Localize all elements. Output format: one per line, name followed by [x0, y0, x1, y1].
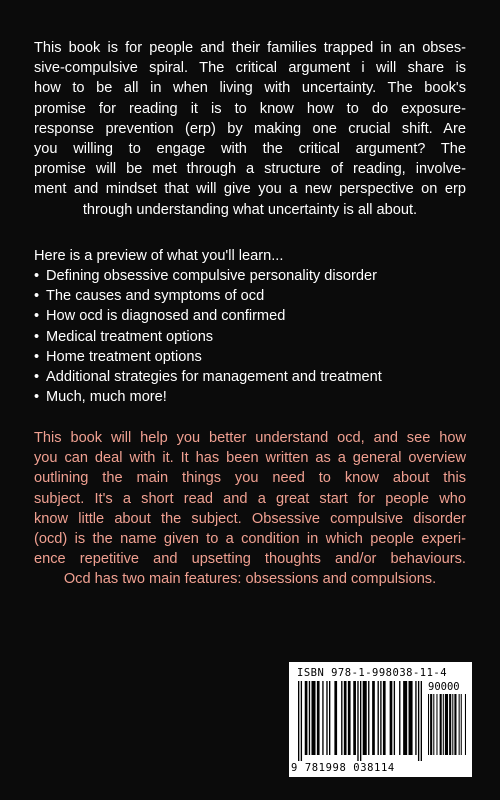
text-line: ence repetitive and upsetting thoughts and/or behaviours.: [34, 551, 466, 568]
text-line: sive-compulsive spiral. The critical argument i will share is: [34, 60, 466, 77]
ean-digits: 9 781998 038114: [291, 762, 395, 774]
text-line: Ocd has two main features: obsessions and compulsions.: [63, 571, 437, 588]
barcode-bar: [433, 694, 434, 755]
barcode-bar: [394, 681, 395, 755]
barcode-bar: [329, 681, 330, 755]
barcode-bar: [341, 681, 342, 755]
barcode-bar: [399, 681, 400, 755]
barcode-bar: [357, 681, 358, 761]
barcode-bar: [418, 681, 419, 761]
barcode-bar: [428, 694, 429, 755]
barcode-bar: [461, 694, 462, 755]
barcode-bar: [305, 681, 308, 755]
list-item: • The causes and symptoms of ocd: [34, 286, 382, 306]
text-line: This book will help you better understand ocd, and see how: [34, 430, 466, 446]
text-line: how to be all in when living with uncertainty. The book's: [34, 80, 466, 97]
barcode-bar: [440, 694, 442, 755]
barcode-bar: [309, 681, 310, 755]
description-paragraph: [34, 38, 466, 220]
bullet-icon: •: [34, 328, 40, 345]
barcode-bars: [298, 681, 422, 761]
barcode-bar: [454, 694, 456, 755]
text-line: (ocd) is the name given to a condition in which people experi-: [34, 531, 466, 548]
barcode-bar: [353, 681, 356, 755]
barcode-bar: [436, 694, 437, 755]
text-line: you willing to engage with the critical argument? The: [34, 141, 466, 158]
barcode-bar: [465, 694, 466, 755]
barcode-bar: [368, 681, 369, 755]
preview-intro: Here is a preview of what you'll learn...: [34, 248, 284, 264]
text-line: This book is for people and their families trapped in an obses-: [34, 40, 466, 56]
list-item: • Much, much more!: [34, 387, 382, 407]
text-line: outlining the main things you need to know about this: [34, 470, 466, 487]
text-line: promise will be met through a structure of reading, involve-: [34, 161, 466, 178]
barcode-bar: [311, 681, 315, 755]
isbn-label: ISBN 978-1-998038-11-4: [297, 667, 448, 679]
barcode-bar: [409, 681, 413, 755]
barcode-bar: [415, 681, 416, 755]
list-item: • Defining obsessive compulsive personality disorder: [34, 266, 382, 286]
barcode-bar: [372, 681, 375, 755]
barcode-bar: [421, 681, 422, 761]
barcode-bar: [403, 681, 407, 755]
barcode-bar: [378, 681, 379, 755]
barcode-bar: [322, 681, 323, 755]
bullet-icon: •: [34, 369, 40, 386]
text-line: know little about the subject. Obsessive compulsive disorder: [34, 510, 466, 527]
barcode-bar: [317, 681, 320, 755]
price-barcode-bars: [428, 694, 466, 761]
barcode-bar: [383, 681, 386, 755]
barcode-bar: [363, 681, 367, 755]
isbn-barcode: [289, 662, 472, 777]
barcode-bar: [390, 681, 393, 755]
bullet-icon: •: [34, 308, 40, 325]
text-line: subject. It's a short read and a great start for people who: [34, 490, 466, 507]
barcode-bar: [443, 694, 444, 755]
list-item: • Medical treatment options: [34, 327, 382, 347]
barcode-bar: [344, 681, 347, 755]
barcode-bar: [445, 694, 448, 755]
summary-paragraph: [34, 428, 466, 590]
barcode-bar: [301, 681, 302, 761]
price-code: 90000: [428, 681, 460, 693]
bullet-icon: •: [34, 348, 40, 365]
text-line: response prevention (erp) by making one crucial shift. Are: [34, 120, 466, 137]
barcode-bar: [348, 681, 351, 755]
bullet-icon: •: [34, 389, 40, 406]
barcode-bar: [459, 694, 460, 755]
list-item: • Home treatment options: [34, 347, 382, 367]
text-line: promise for reading it is to know how to do exposure-: [34, 100, 466, 117]
barcode-bar: [452, 694, 453, 755]
text-line: you can deal with it. It has been written as a general overview: [34, 450, 466, 467]
bullet-icon: •: [34, 268, 40, 284]
text-line: ment and mindset that will give you a new perspective on erp: [34, 181, 466, 198]
barcode-bar: [430, 694, 432, 755]
barcode-bar: [298, 681, 299, 761]
barcode-bar: [449, 694, 451, 755]
bullet-icon: •: [34, 288, 40, 305]
text-line: through understanding what uncertainty is all about.: [82, 201, 418, 218]
list-item: • How ocd is diagnosed and confirmed: [34, 306, 382, 326]
barcode-bar: [334, 681, 337, 755]
preview-list: [34, 266, 382, 407]
list-item: • Additional strategies for management and treatment: [34, 367, 382, 387]
barcode-bar: [360, 681, 361, 761]
barcode-bar: [326, 681, 327, 755]
barcode-bar: [380, 681, 381, 755]
